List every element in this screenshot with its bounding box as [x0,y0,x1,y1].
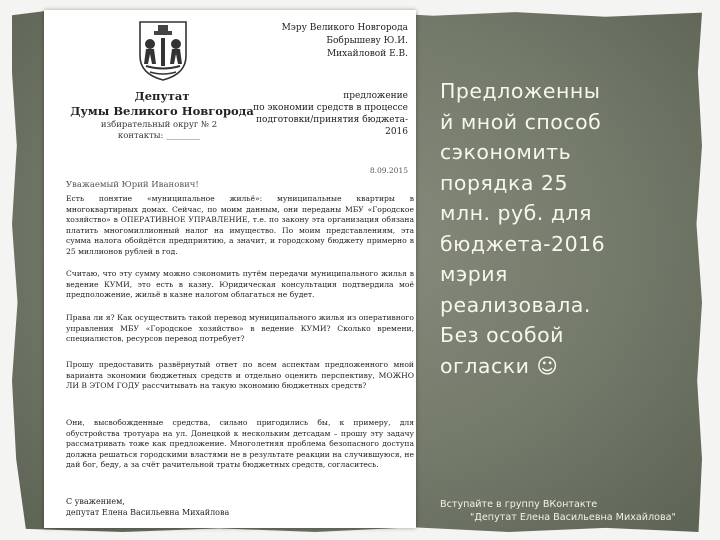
caption-text: огласки [440,353,537,378]
addressee-line: Михайловой Е.В. [326,49,408,59]
caption-line: порядка 25 [440,170,569,195]
paragraph: Они, высвобожденные средства, сильно пригодились бы, к примеру, для обустройства тротуара на ул. Донецкой к нескольким детсадам – прошу эту задачу рассматривать тоже как предложение. Многолетняя проблема безопасного доступа должна решаться городскими властями не в результате реакции на случившуюся, не дай бог, беду, а за счёт рачительной траты бюджетных средств, согласитесь. [66,418,414,469]
paragraph: Права ли я? Как осуществить такой перевод муниципального жилья из оперативного управления МБУ «Городское хозяйство» в ведение КУМИ? Сколько времени, специалистов, ресурсов перевод потребует? [66,313,414,343]
footer-line: Вступайте в группу ВКонтакте [440,499,598,510]
caption-line: й мной способ [440,109,602,134]
subject-line: 2016 [385,127,408,137]
footer-line: "Депутат Елена Васильевна Михайлова" [470,512,676,523]
contacts-line: контакты: ________ [117,131,201,141]
addressee-block [274,22,408,61]
paragraph: Есть понятие «муниципальное жильё»: муниципальные квартиры в многоквартирных домах. Сейчас, по моим данным, они переданы МБУ «Городское хозяйство» в ОПЕРАТИВНОЕ УПРАВЛЕНИЕ, т.е. по закону эта организация обязана платить многомиллионный налог на имущество. По моим представлениям, эта сумма налога обойдётся предприятию, а значит, и городскому бюджету примерно в 25 миллионов рублей в год. [66,194,414,256]
caption-line: млн. руб. для [440,201,592,225]
letter-date: 8.09.2015 [369,166,408,175]
district-line: избирательный округ № 2 [100,120,218,130]
deputy-meta [74,120,244,142]
paragraph: Считаю, что эту сумму можно сэкономить путём передачи муниципального жилья в ведение КУМИ, это есть в казну. Юридическая консультация подтвердила моё предположение, жильё в казне налогом облагаться не будет. [66,269,414,299]
signature-block [66,496,229,518]
caption-line: бюджета-2016 [440,231,606,256]
subject-line: предложение [343,91,408,101]
caption-line: сэкономить [440,140,572,164]
footer-note [440,498,700,524]
closing: С уважением, [66,497,125,506]
caption-line: Предложенны [440,79,601,103]
addressee-line: Бобрышеву Ю.И. [326,36,408,46]
signature: депутат Елена Васильевна Михайлова [66,508,230,517]
greeting: Уважаемый Юрий Иванович! [66,180,199,190]
caption-line-last [440,351,686,382]
deputy-title: Депутат [134,89,190,103]
paragraph: Прошу предоставить развёрнутый ответ по всем аспектам предложенного мной варианта экономии бюджетных средств и отдельно оценить перспективу, МОЖНО ЛИ В ЭТОМ ГОДУ рассчитывать на такую экономию бюджетных средств? [66,360,414,390]
deputy-body: Думы Великого Новгорода [70,104,254,118]
subject-block [224,90,408,138]
subject-line: подготовки/принятия бюджета- [256,115,408,125]
novgorod-coat-of-arms-icon [136,18,190,82]
addressee-line: Мэру Великого Новгорода [281,23,408,33]
slide-caption [440,76,686,381]
subject-line: по экономии средств в процессе [253,103,408,113]
smiley-icon: ☺ [536,353,559,378]
caption-line: реализовала. [440,292,591,317]
caption-line: Без особой [440,323,564,347]
caption-line: мэрия [440,262,508,286]
letter-document [44,10,416,528]
